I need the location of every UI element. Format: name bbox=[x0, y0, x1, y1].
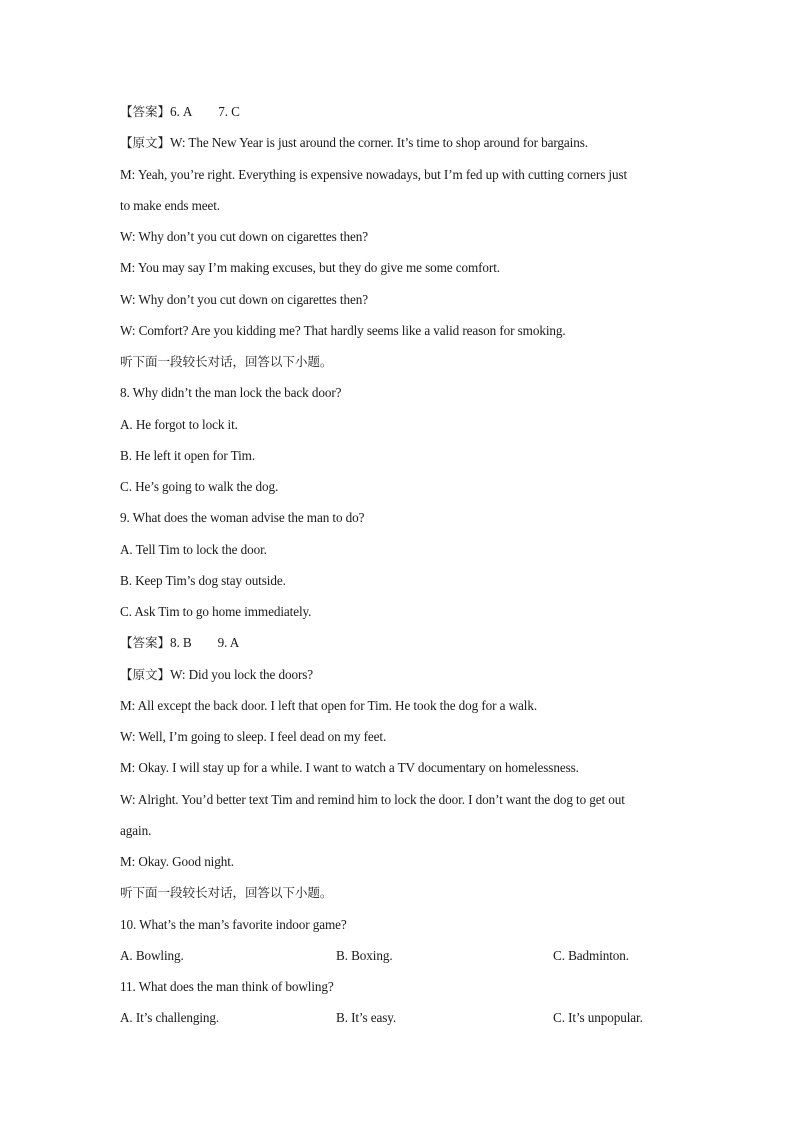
option-8b: B. He left it open for Tim. bbox=[120, 447, 256, 463]
answer-value: 9. A bbox=[217, 635, 240, 651]
instruction-line: 听下面一段较长对话，回答以下小题。 bbox=[120, 885, 333, 901]
transcript-line: M: All except the back door. I left that open for Tim. He took the dog for a walk. bbox=[120, 697, 538, 713]
answer-label: 【答案】 bbox=[120, 104, 170, 119]
transcript-line: M: Okay. I will stay up for a while. I want to watch a TV documentary on homelessness. bbox=[120, 760, 579, 776]
question-8: 8. Why didn’t the man lock the back door? bbox=[120, 385, 342, 401]
option-10a: A. Bowling. bbox=[120, 947, 184, 963]
transcript-line: to make ends meet. bbox=[120, 197, 221, 213]
option-11b: B. It’s easy. bbox=[336, 1010, 397, 1026]
option-8a: A. He forgot to lock it. bbox=[120, 416, 238, 432]
options-10 bbox=[120, 945, 680, 976]
transcript-line: M: Okay. Good night. bbox=[120, 854, 234, 869]
answer-line-2 bbox=[120, 632, 680, 663]
instruction-line: 听下面一段较长对话，回答以下小题。 bbox=[120, 354, 333, 369]
option-9c: C. Ask Tim to go home immediately. bbox=[120, 604, 312, 619]
question-11: 11. What does the man think of bowling? bbox=[120, 979, 334, 994]
transcript-line: W: Comfort? Are you kidding me? That hardly seems like a valid reason for smoking. bbox=[120, 322, 566, 338]
page-content bbox=[120, 101, 680, 1039]
transcript-text: W: Did you lock the doors? bbox=[169, 666, 314, 682]
answer-value: 6. A bbox=[169, 104, 193, 119]
transcript-line: again. bbox=[120, 822, 152, 838]
transcript-line: M: Yeah, you’re right. Everything is expensive nowadays, but I’m fed up with cutting corners just bbox=[120, 166, 628, 182]
transcript-text: W: The New Year is just around the corner. It’s time to shop around for bargains. bbox=[169, 135, 588, 151]
transcript-line: W: Why don’t you cut down on cigarettes then? bbox=[120, 229, 368, 244]
question-9: 9. What does the woman advise the man to do? bbox=[120, 510, 365, 526]
option-10b: B. Boxing. bbox=[336, 947, 393, 963]
transcript-line bbox=[120, 664, 680, 695]
transcript-line bbox=[120, 132, 680, 163]
option-11a: A. It’s challenging. bbox=[120, 1010, 220, 1026]
transcript-line: M: You may say I’m making excuses, but they do give me some comfort. bbox=[120, 260, 500, 276]
transcript-line: W: Alright. You’d better text Tim and remind him to lock the door. I don’t want the dog to get out bbox=[120, 791, 625, 807]
answer-value: 8. B bbox=[169, 635, 192, 651]
transcript-line: W: Why don’t you cut down on cigarettes then? bbox=[120, 291, 368, 307]
answer-value: 7. C bbox=[218, 104, 240, 119]
transcript-line: W: Well, I’m going to sleep. I feel dead on my feet. bbox=[120, 729, 387, 744]
answer-label: 【答案】 bbox=[120, 635, 170, 651]
option-8c: C. He’s going to walk the dog. bbox=[120, 479, 279, 494]
option-11c: C. It’s unpopular. bbox=[553, 1010, 643, 1026]
options-11 bbox=[120, 1007, 680, 1038]
transcript-label: 【原文】 bbox=[120, 135, 170, 151]
option-9a: A. Tell Tim to lock the door. bbox=[120, 541, 267, 557]
option-10c: C. Badminton. bbox=[553, 947, 629, 963]
answer-line-1 bbox=[120, 101, 680, 132]
option-9b: B. Keep Tim’s dog stay outside. bbox=[120, 572, 286, 588]
question-10: 10. What’s the man’s favorite indoor game? bbox=[120, 916, 347, 932]
transcript-label: 【原文】 bbox=[120, 666, 170, 682]
